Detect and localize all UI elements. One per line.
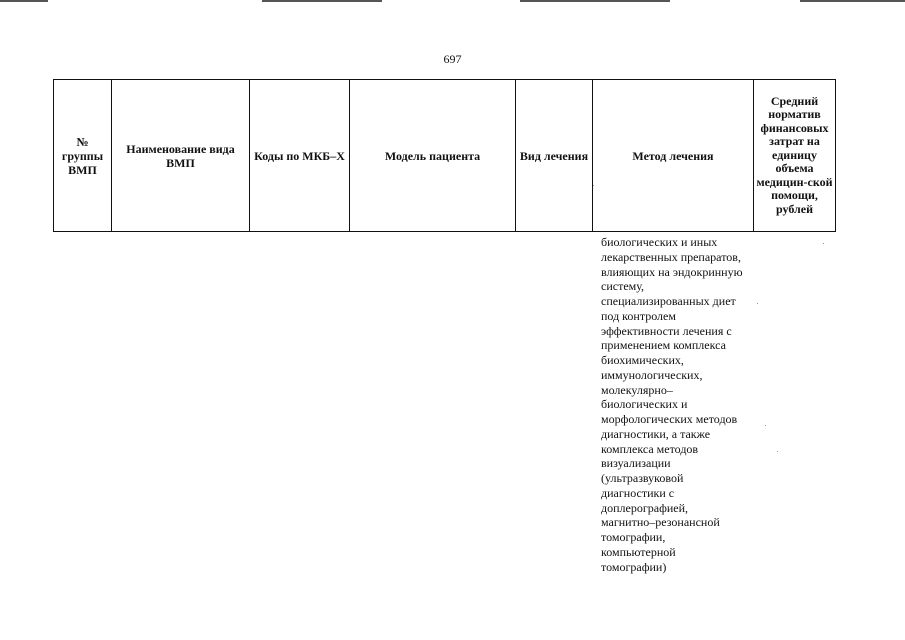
scan-speck (757, 303, 758, 304)
page-number: 697 (443, 52, 462, 66)
col-header-patient-model: Модель пациента (350, 80, 516, 232)
scan-speck (823, 243, 824, 244)
scan-edge-left (0, 0, 48, 2)
scan-edge-center-right (520, 0, 670, 2)
scan-speck (777, 451, 778, 452)
scan-edge-right (800, 0, 905, 2)
col-header-treatment-type: Вид лечения (516, 80, 593, 232)
col-header-group-number: № группы ВМП (54, 80, 112, 232)
col-header-treatment-method: Метод лечения (593, 80, 754, 232)
header-row (54, 80, 836, 232)
scan-speck (593, 185, 594, 186)
col-header-vmp-type-name: Наименование вида ВМП (112, 80, 250, 232)
col-header-icd-codes: Коды по МКБ–Х (250, 80, 350, 232)
header-table (53, 79, 836, 232)
col-header-average-cost: Средний норматив финансовых затрат на единицу объема медицин-ской помощи, рублей (754, 80, 836, 232)
treatment-method-continuation: биологических и иных лекарственных препаратов, влияющих на эндокринную систему, специализированных диет под контролем эффективности лечения с применением комплекса биохимических, иммунологических, молекулярно– биологических и морфологических методов диагностики, а также комплекса методов визуализации (ультразвуковой диагностики с доплерографией, магнитно–резонансной томографии, компьютерной томографии) (601, 235, 743, 574)
scan-edge-center (262, 0, 382, 2)
scan-speck (765, 425, 766, 426)
